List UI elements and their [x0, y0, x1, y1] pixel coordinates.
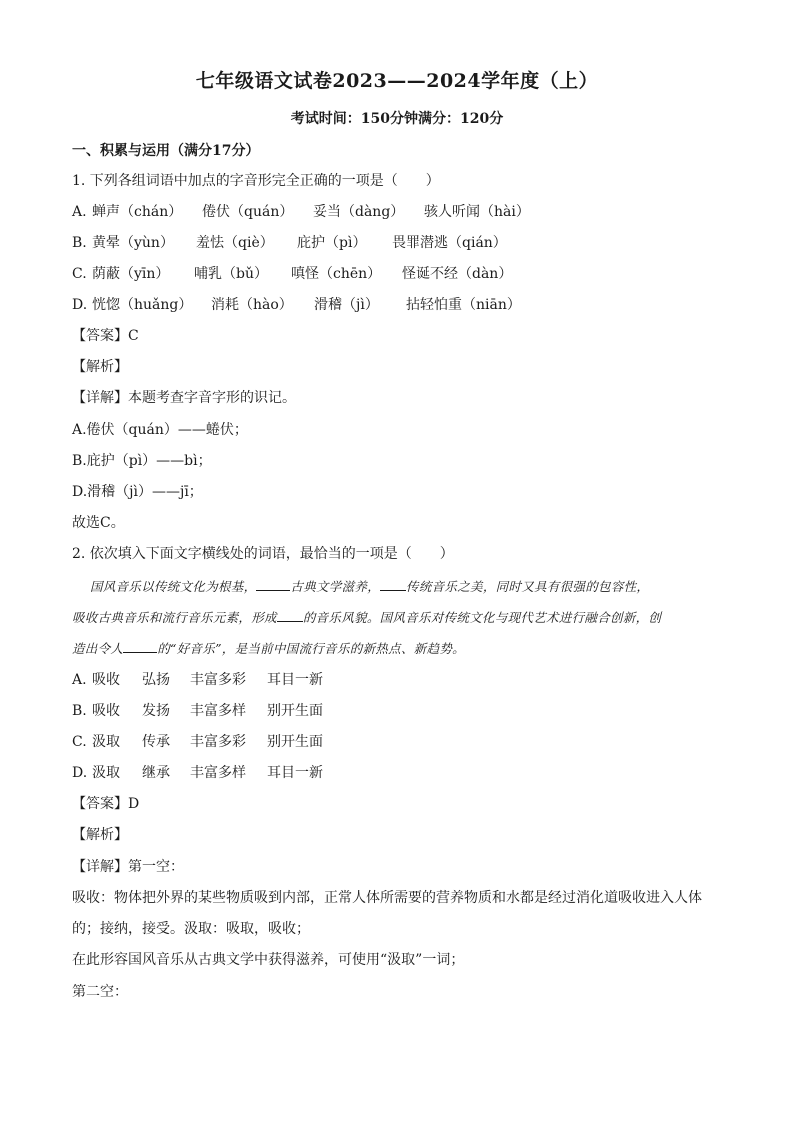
- option-item: 黄晕（yùn）: [92, 235, 174, 251]
- option-item: 别开生面: [267, 703, 323, 719]
- q2-passage-line: [72, 607, 661, 628]
- option-label: D.: [72, 297, 88, 313]
- option-item: 丰富多彩: [190, 672, 246, 688]
- option-label: D.: [72, 765, 88, 781]
- option-item: 怪诞不经（dàn）: [402, 266, 513, 282]
- option-item: 丰富多样: [190, 765, 246, 781]
- option-item: 庇护（pì）: [297, 235, 367, 251]
- passage-text: 造出令人: [72, 641, 124, 656]
- q1-note: A.倦伏（quán）——蜷伏；: [72, 422, 248, 438]
- option-item: 汲取: [92, 734, 120, 750]
- option-item: 发扬: [142, 703, 170, 719]
- option-item: 蝉声（chán）: [92, 204, 183, 220]
- exam-info: 考试时间：150分钟满分：120分: [290, 111, 504, 127]
- passage-text: 古典文学滋养，: [290, 579, 381, 594]
- q1-detail: 【详解】本题考查字音字形的识记。: [72, 390, 296, 406]
- passage-text: 传统音乐之美，同时又具有很强的包容性，: [406, 579, 650, 594]
- fill-blank-4: [123, 638, 157, 653]
- q1-analysis-label: 【解析】: [72, 359, 128, 375]
- option-item: 吸收: [92, 703, 120, 719]
- option-item: 弘扬: [142, 672, 170, 688]
- q1-note: B.庇护（pì）——bì；: [72, 453, 212, 469]
- option-item: 消耗（hào）: [211, 297, 293, 313]
- q2-answer: 【答案】D: [72, 796, 140, 812]
- q2-stem: 2. 依次填入下面文字横线处的词语，最恰当的一项是（ ）: [72, 546, 454, 562]
- q2-passage-line: [72, 638, 465, 659]
- q2-explain-line: 吸收：物体把外界的某些物质吸到内部，正常人体所需要的营养物质和水都是经过消化道吸收进入人体: [72, 890, 702, 906]
- option-label: C.: [72, 734, 87, 750]
- q1-conclusion: 故选C。: [72, 515, 125, 531]
- passage-text: 的“好音乐”，是当前中国流行音乐的新热点、新趋势。: [157, 641, 465, 656]
- q2-passage-line: [90, 576, 649, 597]
- option-item: 滑稽（jì）: [314, 297, 379, 313]
- q1-answer: 【答案】C: [72, 328, 139, 344]
- option-item: 汲取: [92, 765, 120, 781]
- passage-text: 吸收古典音乐和流行音乐元素，形成: [72, 610, 277, 625]
- section-heading: 一、积累与运用（满分17分）: [72, 143, 260, 159]
- option-item: 继承: [142, 765, 170, 781]
- option-item: 丰富多样: [190, 703, 246, 719]
- option-item: 畏罪潜逃（qián）: [392, 235, 507, 251]
- option-item: 嗔怪（chēn）: [291, 266, 382, 282]
- option-item: 耳目一新: [267, 765, 323, 781]
- option-item: 拈轻怕重（niān）: [406, 297, 521, 313]
- q2-explain-line: 在此形容国风音乐从古典文学中获得滋养，可使用“汲取”一词；: [72, 952, 465, 968]
- option-label: C.: [72, 266, 87, 282]
- option-item: 恍惚（huǎng）: [92, 297, 193, 313]
- passage-text: 的音乐风貌。国风音乐对传统文化与现代艺术进行融合创新，创: [302, 610, 662, 625]
- fill-blank-2: [380, 576, 406, 591]
- q2-explain-line: 的；接纳，接受。汲取：吸取，吸收；: [72, 921, 310, 937]
- page-title: 七年级语文试卷2023——2024学年度（上）: [195, 70, 599, 92]
- fill-blank-1: [256, 576, 290, 591]
- option-item: 丰富多彩: [190, 734, 246, 750]
- q1-stem: 1. 下列各组词语中加点的字音形完全正确的一项是（ ）: [72, 173, 440, 189]
- passage-text: 国风音乐以传统文化为根基，: [90, 579, 257, 594]
- option-item: 耳目一新: [267, 672, 323, 688]
- option-item: 倦伏（quán）: [202, 204, 294, 220]
- option-label: B.: [72, 235, 87, 251]
- option-item: 妥当（dàng）: [313, 204, 405, 220]
- option-item: 骇人听闻（hài）: [424, 204, 530, 220]
- option-item: 吸收: [92, 672, 120, 688]
- q2-analysis-label: 【解析】: [72, 827, 128, 843]
- option-label: A.: [72, 204, 87, 220]
- option-label: B.: [72, 703, 87, 719]
- q2-explain-line: 第二空：: [72, 984, 128, 1000]
- option-item: 羞怯（qiè）: [196, 235, 274, 251]
- option-item: 别开生面: [267, 734, 323, 750]
- option-label: A.: [72, 672, 87, 688]
- option-item: 荫蔽（yīn）: [92, 266, 170, 282]
- fill-blank-3: [277, 607, 303, 622]
- q2-detail: 【详解】第一空：: [72, 859, 184, 875]
- option-item: 传承: [142, 734, 170, 750]
- option-item: 哺乳（bǔ）: [194, 266, 268, 282]
- q1-note: D.滑稽（jì）——jī；: [72, 484, 203, 500]
